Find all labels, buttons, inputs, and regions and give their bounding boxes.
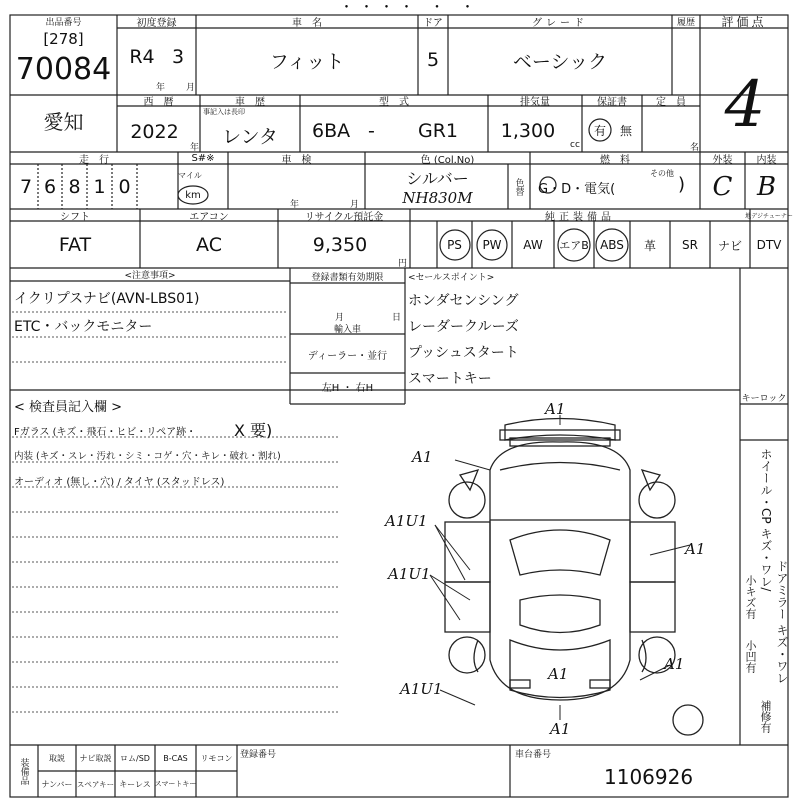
exterior-label: 外装 xyxy=(712,154,733,166)
ac-label: エアコン xyxy=(189,211,229,223)
caution-line-1: イクリプスナビ(AVN-LBS01) xyxy=(14,291,200,307)
acc-rom-sd: ロム/SD xyxy=(120,753,150,763)
recycle-value: 9,350 xyxy=(312,234,368,256)
damage-mark-right: A1 xyxy=(685,540,706,558)
warranty-label: 保証書 xyxy=(597,97,627,108)
km-label: km xyxy=(185,189,201,201)
recycle-label: リサイクル預託金 xyxy=(304,211,384,223)
car-name: フィット xyxy=(269,50,345,73)
equip-navi: ナビ xyxy=(717,238,742,253)
acc-keyless: キーレス xyxy=(119,779,151,789)
fuel-other: その他 xyxy=(650,169,674,178)
year-unit-2: 年 xyxy=(190,143,200,153)
caution-label: <注意事項> xyxy=(124,271,176,281)
mileage-digit-1: 7 xyxy=(19,176,33,198)
grade-value: ベーシック xyxy=(512,50,608,73)
capacity-unit: 名 xyxy=(690,143,700,153)
reg-number-label: 登録番号 xyxy=(240,750,277,760)
inspector-line-1-mark: X 要) xyxy=(234,421,273,440)
inspection-month-unit: 月 xyxy=(350,200,360,210)
import-type: ディーラー・並行 xyxy=(307,350,388,362)
acc-bcas: B-CAS xyxy=(163,753,188,763)
model-code: GR1 xyxy=(418,120,459,142)
history-label: 履歴 xyxy=(676,18,695,28)
fuel-label: 燃 料 xyxy=(600,154,630,166)
car-diagram xyxy=(445,419,706,736)
damage-mark-front: A1 xyxy=(545,400,566,418)
score-label: 評価点 xyxy=(721,15,767,29)
damage-au-mark-2: A1U1 xyxy=(388,565,431,583)
damage-mark-bottom: A1 xyxy=(550,720,571,738)
lot-number: 70084 xyxy=(15,51,112,87)
side-repair: 補修有 xyxy=(759,700,772,733)
yen-unit: 円 xyxy=(398,259,408,269)
doc-month-unit: 月 xyxy=(335,313,345,323)
equip-sr: SR xyxy=(682,238,698,252)
acc-navi-manual: ナビ取説 xyxy=(79,753,112,763)
first-reg-month: 3 xyxy=(171,46,185,68)
sales-point-4: スマートキー xyxy=(408,371,492,387)
car-history-label: 車 歴 xyxy=(235,97,265,108)
model-prefix: 6BA xyxy=(312,120,351,142)
doors-value: 5 xyxy=(426,49,440,71)
inspection-label: 車 検 xyxy=(281,154,312,166)
sales-point-2: レーダークルーズ xyxy=(408,319,519,335)
interior-value: B xyxy=(756,172,777,202)
equip-abs: ABS xyxy=(600,238,624,252)
equip-dtv: DTV xyxy=(756,238,782,252)
equip-leather: 革 xyxy=(643,238,656,253)
cc-unit: cc xyxy=(570,140,580,150)
handle-type: 左H ・ 右H xyxy=(321,382,374,394)
sales-point-3: プッシュスタート xyxy=(408,345,519,361)
model-label: 型 式 xyxy=(379,97,409,108)
doors-label: ドア xyxy=(423,18,443,29)
month-unit: 月 xyxy=(186,83,196,93)
damage-mark-rear: A1 xyxy=(548,665,569,683)
chassis-label: 車台番号 xyxy=(515,750,552,760)
side-text-1: ホイール・CP キズ・ワレ/ xyxy=(759,448,773,592)
car-history-note: 事記入は長印 xyxy=(203,108,245,116)
acc-smart-key: スマートキー xyxy=(154,780,197,788)
sales-label: <セールスポイント> xyxy=(408,273,495,283)
acc-spare-key: スペアキー xyxy=(76,779,115,789)
fuel-close: ) xyxy=(678,174,686,195)
keylock-label: キーロック xyxy=(741,394,787,404)
damage-mark-rear-right: A1 xyxy=(664,655,685,673)
side-small-dent: 小凹有 xyxy=(744,640,757,673)
car-name-label: 車 名 xyxy=(292,18,322,29)
tuner-label: 地デジチューナー xyxy=(745,212,793,220)
mileage-digit-2: 6 xyxy=(43,176,57,198)
mileage-digit-5: 0 xyxy=(118,176,131,198)
warranty-no: 無 xyxy=(619,123,632,138)
inspector-title: < 検査員記入欄 > xyxy=(14,400,123,415)
equip-aw: AW xyxy=(523,238,543,252)
interior-label: 内装 xyxy=(756,154,777,166)
color-value: シルバー xyxy=(406,168,469,188)
lot-label: 出品番号 xyxy=(45,18,82,28)
displacement: 1,300 xyxy=(500,120,556,142)
model-dash: - xyxy=(368,120,375,142)
grade-label: グレード xyxy=(532,18,588,29)
mile-label: マイル xyxy=(178,171,202,180)
acc-number: ナンバー xyxy=(41,779,73,789)
damage-au-mark-3: A1U1 xyxy=(400,680,443,698)
equip-airbag: エアB xyxy=(559,239,589,252)
side-small-scratch: 小キズ有 xyxy=(744,575,757,619)
chassis-number: 1106926 xyxy=(604,765,694,789)
color-change-label: 色替 xyxy=(513,178,524,196)
doc-deadline-label: 登録書類有効期限 xyxy=(311,272,384,283)
displacement-label: 排気量 xyxy=(520,97,550,108)
region: 愛知 xyxy=(43,109,84,134)
import-label: 輸入車 xyxy=(333,325,361,335)
first-reg-era: R4 xyxy=(129,46,155,68)
inspector-line-1: Fガラス (キズ・飛石・ヒビ・リペア跡・ xyxy=(14,427,197,438)
caution-line-2: ETC・バックモニター xyxy=(14,319,153,335)
shift-value: FAT xyxy=(58,234,92,256)
first-reg-label: 初度登録 xyxy=(136,18,177,29)
color-label: 色 (Col.No) xyxy=(420,154,475,166)
doc-day-unit: 日 xyxy=(392,313,402,323)
equip-pw: PW xyxy=(482,238,502,252)
sr-label: S#※ xyxy=(191,152,215,164)
fuel-options: G・D・電気( xyxy=(538,182,616,197)
ac-value: AC xyxy=(196,234,222,256)
lot-bracket: [278] xyxy=(43,30,84,48)
side-text-2: ドアミラー キズ・ワレ xyxy=(775,560,789,684)
color-code: NH830M xyxy=(402,189,473,207)
equip-ps: PS xyxy=(447,238,462,252)
inspector-line-2: 内装 (キズ・スレ・汚れ・シミ・コゲ・穴・キレ・破れ・割れ) xyxy=(14,451,281,462)
western-year: 2022 xyxy=(130,121,179,143)
inspector-line-3: オーディオ (無し・穴) / タイヤ (スタッドレス) xyxy=(14,477,225,488)
damage-au-mark-1: A1U1 xyxy=(385,512,428,530)
mileage-label: 走 行 xyxy=(79,154,109,166)
inspection-year-unit: 年 xyxy=(290,200,300,210)
mileage-digit-3: 8 xyxy=(68,176,81,198)
car-history: レンタ xyxy=(222,125,278,148)
capacity-label: 定 員 xyxy=(656,97,686,108)
warranty-yes: 有 xyxy=(593,123,606,138)
sheet-title: ・・・・ ・ ・ xyxy=(339,0,481,14)
sales-point-1: ホンダセンシング xyxy=(408,293,519,309)
western-year-label: 西 暦 xyxy=(143,97,174,108)
accessories-label: 装備品 xyxy=(18,757,29,785)
score-value: 4 xyxy=(724,68,766,142)
damage-mark-front-left: A1 xyxy=(412,448,433,466)
equipment-label: 純正装備品 xyxy=(545,211,615,223)
shift-label: シフト xyxy=(60,211,90,223)
acc-manual: 取説 xyxy=(49,753,65,763)
exterior-value: C xyxy=(712,172,733,202)
acc-remote: リモコン xyxy=(200,753,233,763)
year-unit: 年 xyxy=(156,83,166,93)
mileage-digit-4: 1 xyxy=(93,176,106,198)
